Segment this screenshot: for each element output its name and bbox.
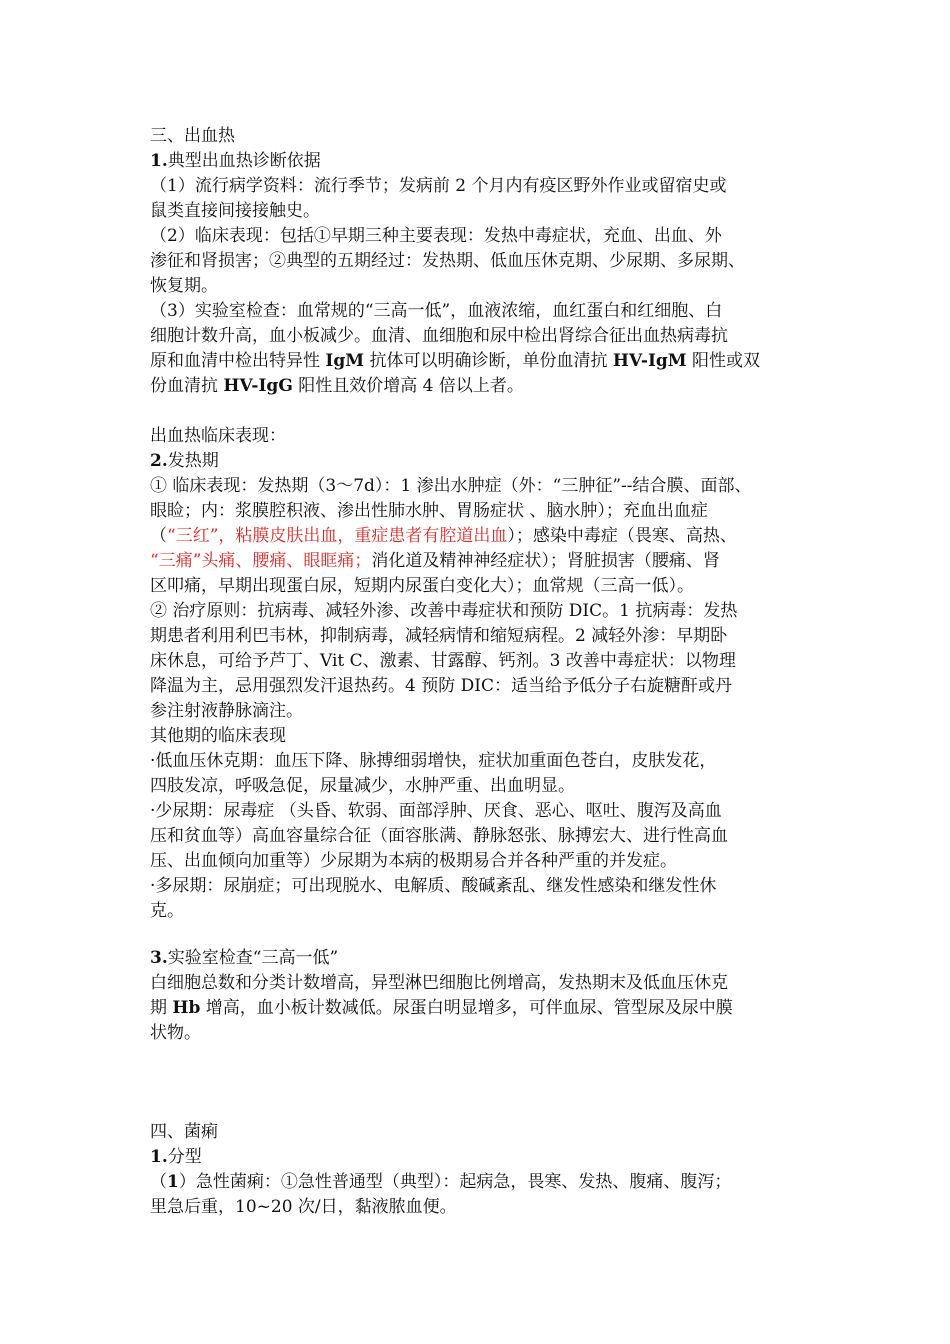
heading-number: 1. [150, 151, 168, 171]
paragraph-line: 出血热临床表现： [150, 426, 286, 446]
paragraph-line: （2）临床表现：包括①早期三种主要表现：发热中毒症状，充血、出血、外 [150, 226, 722, 246]
text-run: ）急性菌痢：①急性普通型（典型）：起病急，畏寒、发热、腹痛、腹泻； [178, 1172, 732, 1192]
paragraph-line [150, 524, 830, 549]
paragraph-line: ① 临床表现：发热期（3～7d）：1 渗出水肿症（外：“三肿征”--结合膜、面部、 [150, 476, 752, 496]
heading-text: 发热期 [167, 451, 219, 471]
text-run: 期 [150, 998, 173, 1018]
red-highlight-run: “三痛”头痛、腰痛、眼眶痛； [150, 551, 372, 571]
paragraph-line: 参注射液静脉滴注。 [150, 701, 303, 721]
heading-number: 3. [150, 948, 168, 968]
heading-text: 分型 [167, 1147, 202, 1167]
heading-number: 2. [150, 451, 168, 471]
text-run: 阳性或双 [686, 351, 761, 371]
paragraph-line: 细胞计数升高，血小板减少。血清、血细胞和尿中检出肾综合征出血热病毒抗 [150, 326, 728, 346]
text-run: （ [150, 526, 167, 546]
red-highlight-run: “三红”，粘膜皮肤出血，重症患者有腔道出血 [167, 526, 508, 546]
paragraph-line: ·少尿期：尿毒症 （头昏、软弱、面部浮肿、厌食、恶心、呕吐、腹泻及高血 [150, 801, 722, 821]
heading-text: 实验室检查“三高一低” [167, 948, 339, 968]
paragraph-line: （1）流行病学资料：流行季节；发病前 2 个月内有疫区野外作业或留宿史或 [150, 176, 727, 196]
paragraph-line [150, 374, 830, 399]
heading-1 [150, 149, 830, 174]
paragraph-line: 克。 [150, 901, 184, 921]
bold-run: HV-IgG [223, 376, 293, 396]
paragraph-line: ·低血压休克期：血压下降、脉搏细弱增快，症状加重面色苍白，皮肤发花， [150, 751, 717, 771]
paragraph-line: 压、出血倾向加重等）少尿期为本病的极期易合并各种严重的并发症。 [150, 851, 677, 871]
text-run: 消化道及精神神经症状）；肾脏损害（腰痛、肾 [371, 551, 720, 571]
paragraph-line: 降温为主，忌用强烈发汗退热药。4 预防 DIC：适当给予低分子右旋糖酐或丹 [150, 676, 732, 696]
paragraph-line: 眼睑；内：浆膜腔积液、渗出性肺水肿、胃肠症状 、脑水肿）；充血出血症 [150, 501, 708, 521]
paragraph-line [150, 996, 830, 1021]
paragraph-line [150, 1170, 830, 1195]
text-run: 原和血清中检出特异性 [150, 351, 326, 371]
section-3-title: 三、出血热 [150, 126, 235, 146]
text-run: 份血清抗 [150, 376, 224, 396]
paragraph-line: 区叩痛，早期出现蛋白尿，短期内尿蛋白变化大）；血常规（三高一低）。 [150, 576, 694, 596]
heading-2 [150, 449, 830, 474]
paragraph-line [150, 549, 830, 574]
paragraph-line: （3）实验室检查：血常规的“三高一低”，血液浓缩，血红蛋白和红细胞、白 [150, 301, 723, 321]
paragraph-line: 压和贫血等）高血容量综合征（面容胀满、静脉怒张、脉搏宏大、进行性高血 [150, 826, 728, 846]
text-run: ）；感染中毒症（畏寒、高热、 [507, 526, 737, 546]
paragraph-line: 白细胞总数和分类计数增高，异型淋巴细胞比例增高，发热期末及低血压休克 [150, 973, 728, 993]
heading-text: 典型出血热诊断依据 [167, 151, 321, 171]
paragraph-line: ·多尿期：尿崩症；可出现脱水、电解质、酸碱紊乱、继发性感染和继发性休 [150, 876, 717, 896]
paragraph-line: 鼠类直接间接接触史。 [150, 201, 320, 221]
paragraph-line: 恢复期。 [150, 276, 218, 296]
text-run: 抗体可以明确诊断，单份血清抗 [364, 351, 613, 371]
section-4-title: 四、菌痢 [150, 1122, 218, 1142]
bold-run: IgM [325, 351, 365, 371]
paragraph-line: 四肢发凉，呼吸急促，尿量减少，水肿严重、出血明显。 [150, 776, 575, 796]
paragraph-line: 期患者利用利巴韦林，抑制病毒，减轻病情和缩短病程。2 减轻外渗：早期卧 [150, 626, 728, 646]
heading-4 [150, 1145, 830, 1170]
bold-run: Hb [172, 998, 201, 1018]
text-run: 增高，血小板计数减低。尿蛋白明显增多，可伴血尿、管型尿及尿中膜 [200, 998, 733, 1018]
heading-3 [150, 946, 830, 971]
paragraph-line: 里急后重，10~20 次/日，黏液脓血便。 [150, 1197, 457, 1217]
paragraph-line: ② 治疗原则：抗病毒、减轻外渗、改善中毒症状和预防 DIC。1 抗病毒：发热 [150, 601, 738, 621]
text-run: （ [150, 1172, 167, 1192]
paragraph-line: 渗征和肾损害；②典型的五期经过：发热期、低血压休克期、少尿期、多尿期、 [150, 251, 745, 271]
paragraph-line: 状物。 [150, 1023, 201, 1043]
paragraph-line [150, 349, 830, 374]
paragraph-line: 其他期的临床表现 [150, 726, 286, 746]
paragraph-line: 床休息，可给予芦丁、Vit C、激素、甘露醇、钙剂。3 改善中毒症状：以物理 [150, 651, 736, 671]
bold-run: 1 [167, 1172, 179, 1192]
text-run: 阳性且效价增高 4 倍以上者。 [292, 376, 524, 396]
heading-number: 1. [150, 1147, 168, 1167]
bold-run: HV-IgM [612, 351, 687, 371]
